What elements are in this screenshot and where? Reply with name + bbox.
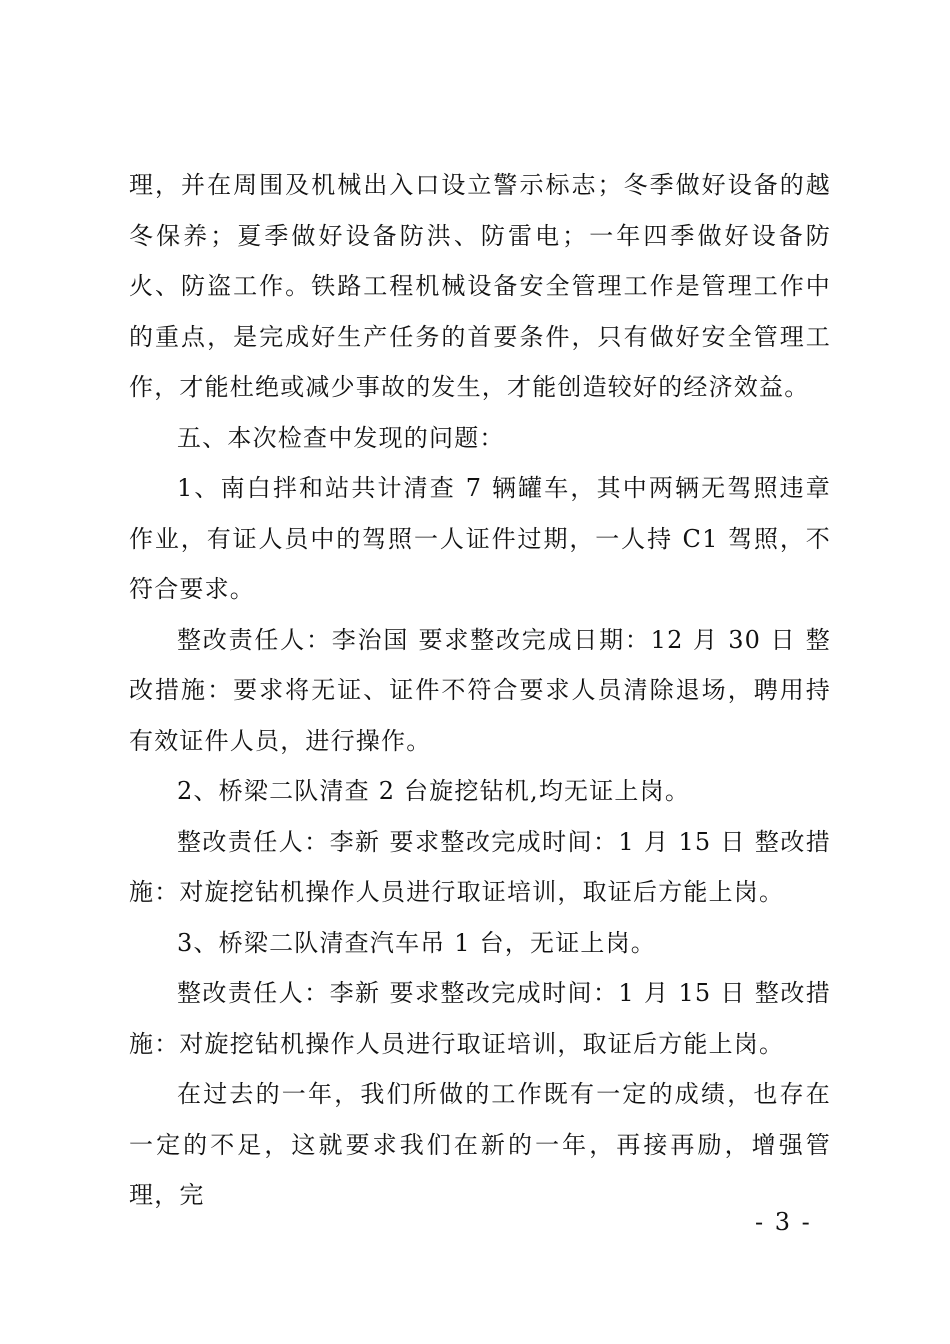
issue-2-paragraph: 2、桥梁二队清查 2 台旋挖钻机,均无证上岗。	[177, 777, 691, 805]
page-number: - 3 -	[755, 1208, 812, 1236]
issue-1-paragraph: 1、南白拌和站共计清查 7 辆罐车，其中两辆无驾照违章作业，有证人员中的驾照一人证件过期，一人持 C1 驾照，不符合要求。	[129, 474, 831, 603]
issue-2-rectification: 整改责任人：李新 要求整改完成时间：1 月 15 日 整改措施：对旋挖钻机操作人员进行取证培训，取证后方能上岗。	[129, 827, 831, 906]
document-body	[129, 160, 831, 1221]
issue-3-paragraph: 3、桥梁二队清查汽车吊 1 台，无证上岗。	[177, 928, 656, 957]
closing-paragraph: 在过去的一年，我们所做的工作既有一定的成绩，也存在一定的不足，这就要求我们在新的一年，再接再励，增强管理，完	[129, 1080, 831, 1209]
issue-3-rectification: 整改责任人：李新 要求整改完成时间：1 月 15 日 整改措施：对旋挖钻机操作人员进行取证培训，取证后方能上岗。	[129, 979, 831, 1058]
paragraph-continuation: 理，并在周围及机械出入口设立警示标志；冬季做好设备的越冬保养；夏季做好设备防洪、防雷电；一年四季做好设备防火、防盗工作。铁路工程机械设备安全管理工作是管理工作中的重点，是完成好生产任务的首要条件，只有做好安全管理工作，才能杜绝或减少事故的发生，才能创造较好的经济效益。	[129, 171, 831, 401]
section-heading: 五、本次检查中发现的问题：	[177, 423, 505, 452]
issue-1-rectification: 整改责任人：李治国 要求整改完成日期：12 月 30 日 整改措施：要求将无证、证件不符合要求人员清除退场，聘用持有效证件人员，进行操作。	[129, 625, 831, 755]
